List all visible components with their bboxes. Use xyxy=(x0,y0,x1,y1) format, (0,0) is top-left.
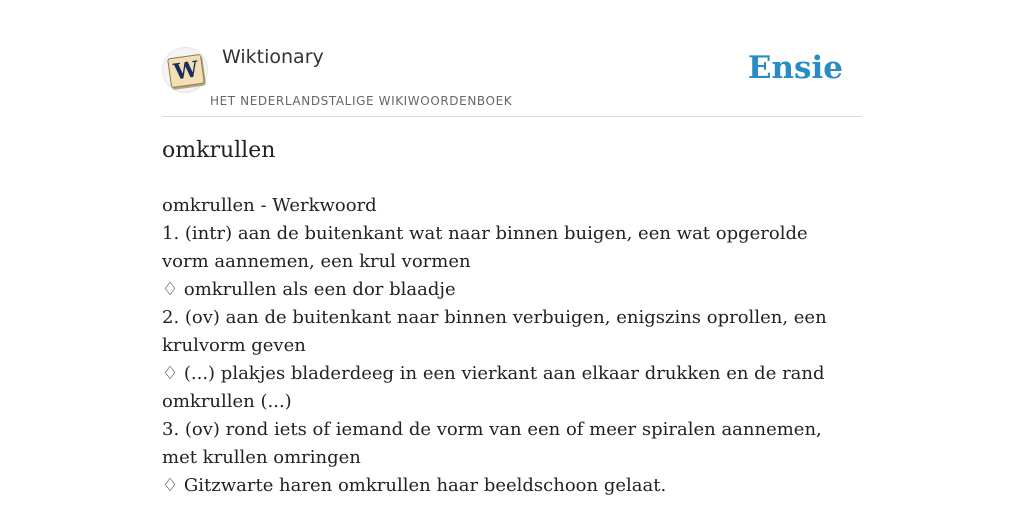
definition-3: 3. (ov) rond iets of iemand de vorm van een of meer spiralen aannemen, met krullen omringen xyxy=(162,419,822,468)
example-3: ♢ Gitzwarte haren omkrullen haar beeldschoon gelaat. xyxy=(162,475,667,496)
example-1: ♢ omkrullen als een dor blaadje xyxy=(162,279,456,300)
ensie-brand-link[interactable]: Ensie xyxy=(747,50,843,86)
entry-heading: omkrullen - Werkwoord xyxy=(162,195,377,216)
definition-1: 1. (intr) aan de buitenkant wat naar binnen buigen, een wat opgerolde vorm aannemen, een krul vormen xyxy=(162,223,808,272)
site-name[interactable]: Wiktionary xyxy=(222,46,324,68)
entry-content xyxy=(162,192,842,500)
logo-letter: W xyxy=(171,56,201,86)
logo-tile xyxy=(167,54,205,88)
page-title: omkrullen xyxy=(162,138,276,163)
example-2: ♢ (...) plakjes bladerdeeg in een vierkant aan elkaar drukken en de rand omkrullen (...) xyxy=(162,363,825,412)
definition-2: 2. (ov) aan de buitenkant naar binnen verbuigen, enigszins oprollen, een krulvorm geven xyxy=(162,307,827,356)
site-tagline: HET NEDERLANDSTALIGE WIKIWOORDENBOEK xyxy=(210,94,513,108)
site-header xyxy=(162,40,862,117)
wiktionary-logo-icon[interactable] xyxy=(162,47,208,93)
